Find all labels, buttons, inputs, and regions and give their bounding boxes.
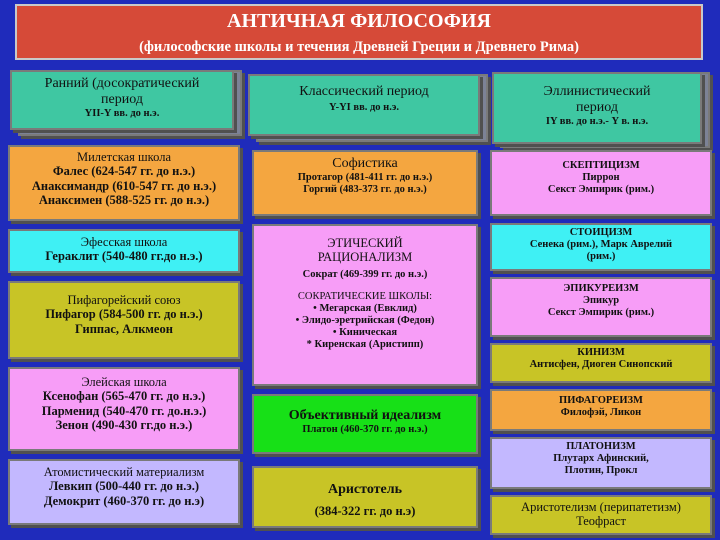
school-epicureanism — [490, 277, 712, 337]
school-pythagorean-p2: Гиппас, Алкмеон — [75, 321, 173, 336]
school-skepticism-p2: Секст Эмпирик (рим.) — [547, 184, 655, 196]
school-socratic-item: • Элидо-эретрийская (Федон) — [295, 314, 435, 326]
school-pythagoreanism-name: ПИФАГОРЕИЗМ — [559, 395, 643, 406]
school-skepticism-p1: Пиррон — [582, 172, 620, 184]
school-epicureanism-p1: Эпикур — [582, 295, 620, 307]
school-pythagoreanism — [490, 389, 712, 431]
school-sophists-p2: Горгий (483-373 гг. до н.э.) — [303, 184, 427, 196]
school-aristotelianism — [490, 495, 712, 535]
school-epicureanism-name: ЭПИКУРЕИЗМ — [563, 283, 639, 294]
school-aristotelianism-p1: Теофраст — [576, 514, 626, 529]
school-cynicism-p1: Антисфен, Диоген Синопский — [529, 359, 673, 371]
school-ethical-rationalism — [252, 224, 478, 386]
period-classic-dates: Y-YI вв. до н.э. — [328, 102, 400, 114]
school-sophists-p1: Протагор (481-411 гг. до н.э.) — [297, 172, 433, 184]
school-idealism-p1: Платон (460-370 гг. до н.э.) — [302, 424, 428, 436]
school-platonism-name: ПЛАТОНИЗМ — [566, 441, 636, 452]
school-ethical-name1: ЭТИЧЕСКИЙ — [327, 236, 403, 250]
school-eleatic-name: Элейская школа — [81, 375, 167, 389]
school-ephesus-name: Эфесская школа — [80, 235, 168, 249]
period-early-header — [10, 70, 234, 130]
school-sophists — [252, 150, 478, 216]
school-miletus — [8, 145, 240, 221]
school-idealism-name: Объективный идеализм — [288, 408, 442, 423]
school-idealism — [252, 394, 478, 454]
school-socratic-name: СОКРАТИЧЕСКИЕ ШКОЛЫ: — [297, 290, 433, 302]
school-eleatic — [8, 367, 240, 451]
school-eleatic-p1: Ксенофан (565-470 гг. до н.э.) — [42, 389, 206, 404]
school-aristotle-name: Аристотель — [327, 482, 403, 497]
page-subtitle: (философские школы и течения Древней Греции и Древнего Рима) — [139, 39, 579, 55]
period-early-line2: период — [101, 92, 143, 108]
school-stoicism-p2: (рим.) — [586, 251, 616, 263]
school-socratic-item: • Киническая — [332, 327, 398, 338]
school-cynicism-name: КИНИЗМ — [577, 347, 625, 358]
school-atomism-name: Атомистический материализм — [43, 465, 205, 479]
school-pythagorean-name: Пифагорейский союз — [67, 293, 181, 307]
school-stoicism-name: СТОИЦИЗМ — [569, 227, 633, 238]
school-skepticism — [490, 150, 712, 216]
school-eleatic-p3: Зенон (490-430 гг.до н.э.) — [55, 418, 193, 433]
period-hellenistic-header — [492, 72, 702, 144]
school-stoicism — [490, 223, 712, 271]
page-title: АНТИЧНАЯ ФИЛОСОФИЯ — [227, 10, 491, 32]
school-socratic-item: • Мегарская (Евклид) — [313, 302, 417, 314]
school-platonism — [490, 437, 712, 489]
school-cynicism — [490, 343, 712, 383]
school-sophists-name: Софистика — [332, 156, 398, 171]
school-epicureanism-p2: Секст Эмпирик (рим.) — [547, 307, 655, 319]
school-aristotle — [252, 466, 478, 528]
period-hellenistic-line1: Эллинистический — [543, 84, 651, 99]
school-ethical-p1: Сократ (469-399 гг. до н.э.) — [302, 268, 428, 280]
school-aristotle-p1: (384-322 гг. до н.э) — [314, 504, 416, 519]
school-miletus-name: Милетская школа — [77, 150, 171, 164]
school-platonism-p1: Плутарх Афинский, — [553, 453, 649, 465]
school-pythagorean — [8, 281, 240, 359]
school-skepticism-name: СКЕПТИЦИЗМ — [562, 160, 640, 171]
period-early-line1: Ранний (досократический — [44, 76, 200, 91]
school-miletus-p3: Анаксимен (588-525 гг. до н.э.) — [38, 193, 210, 208]
school-socratic-item: * Киренская (Аристипп) — [306, 339, 424, 351]
title-banner — [15, 4, 703, 60]
school-miletus-p1: Фалес (624-547 гг. до н.э.) — [52, 164, 196, 179]
school-aristotelianism-name: Аристотелизм (перипатетизм) — [521, 500, 681, 514]
school-pythagoreanism-p1: Филофэй, Ликон — [560, 407, 642, 419]
school-platonism-p2: Плотин, Прокл — [564, 465, 638, 477]
school-pythagorean-p1: Пифагор (584-500 гг. до н.э.) — [45, 307, 203, 322]
period-hellenistic-dates: IY вв. до н.э.- Y в. н.э. — [545, 116, 649, 128]
period-classic-header — [248, 74, 480, 136]
school-atomism-p1: Левкип (500-440 гг. до н.э.) — [48, 479, 200, 494]
period-hellenistic-line2: период — [576, 100, 618, 116]
school-ephesus — [8, 229, 240, 273]
school-miletus-p2: Анаксимандр (610-547 гг. до н.э.) — [31, 178, 217, 193]
school-atomism — [8, 459, 240, 525]
period-early-dates: YII-Y вв. до н.э. — [84, 108, 160, 120]
school-eleatic-p2: Парменид (540-470 гг. до.н.э.) — [41, 403, 207, 418]
school-ethical-name2: РАЦИОНАЛИЗМ — [317, 250, 413, 265]
school-stoicism-p1: Сенека (рим.), Марк Аврелий — [529, 239, 673, 251]
school-ephesus-p1: Гераклит (540-480 гг.до н.э.) — [45, 249, 203, 264]
period-classic-line1: Классический период — [299, 84, 429, 99]
school-atomism-p2: Демокрит (460-370 гг. до н.э) — [43, 493, 205, 508]
